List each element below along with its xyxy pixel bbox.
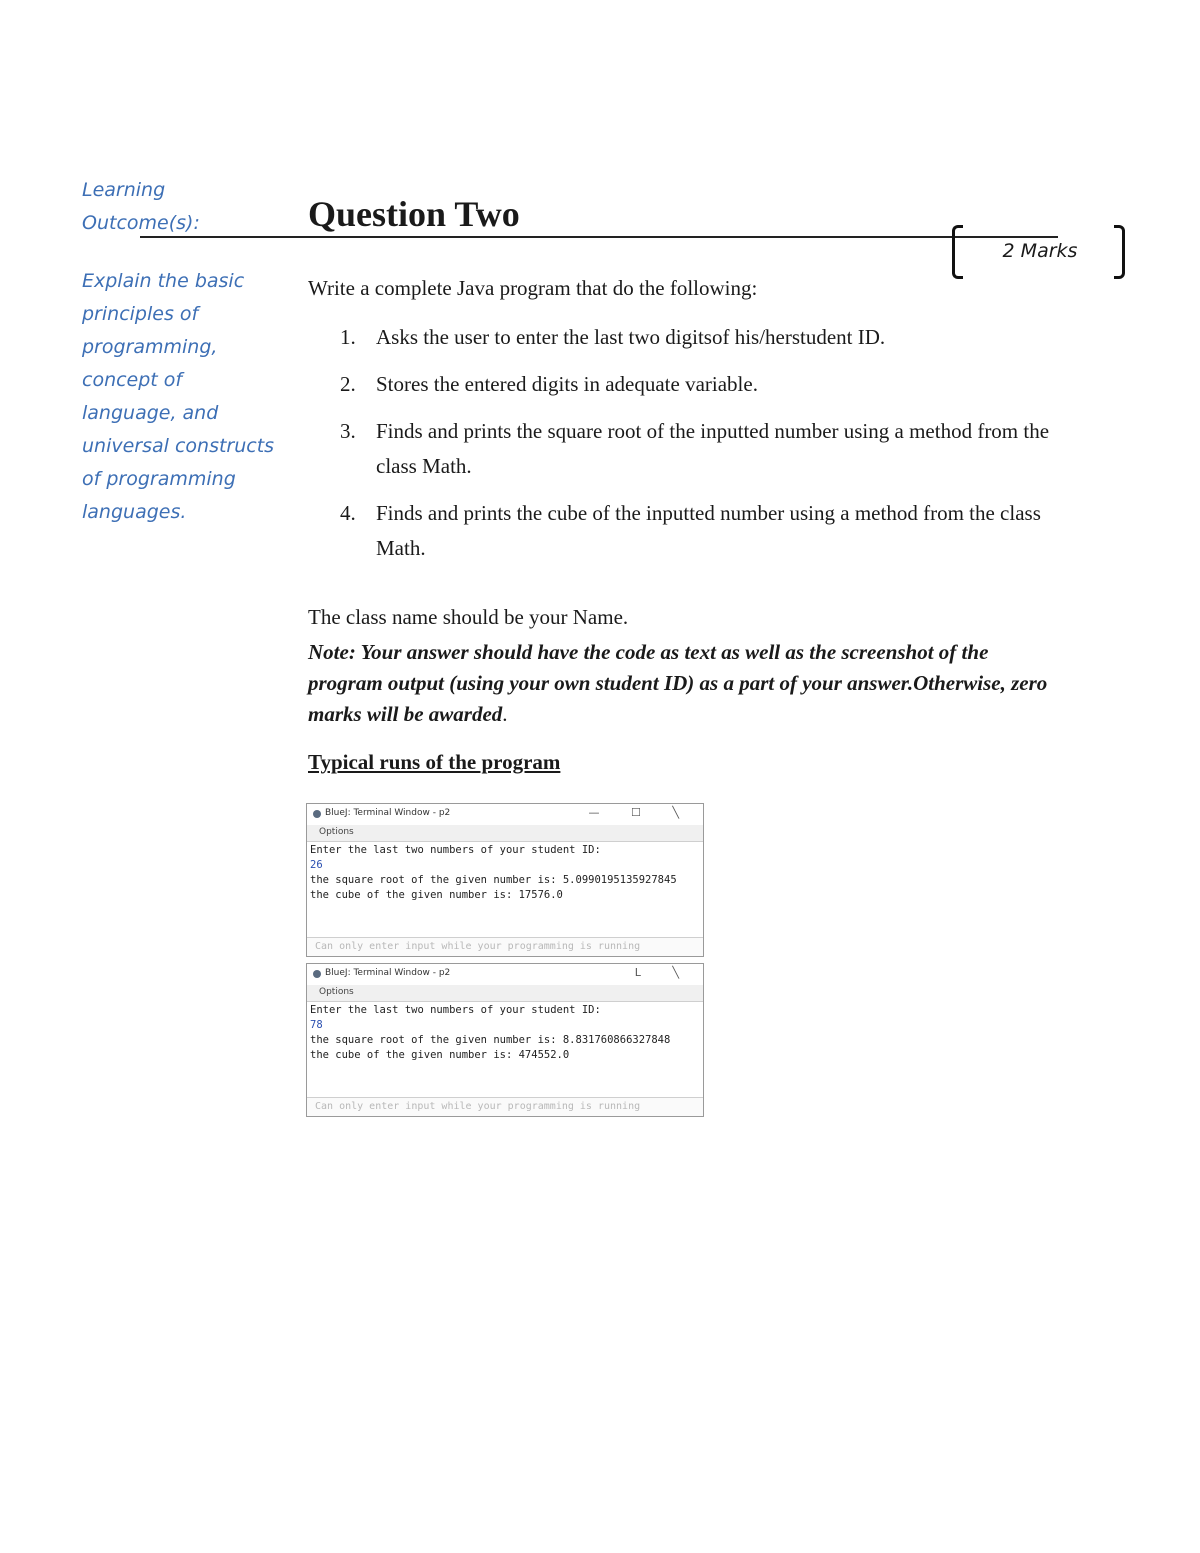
terminal-menu-bar [307,825,703,842]
list-item-number: 2. [340,372,356,396]
terminal-cube-line: the cube of the given number is: 17576.0 [310,889,563,901]
list-item [340,320,1060,355]
marks-bracket-right [1114,225,1125,279]
terminal-input-field [307,937,703,956]
bluej-icon [313,810,321,818]
window-controls: L ╲ [634,966,693,979]
list-item [340,414,1060,484]
list-item-text: Stores the entered digits in adequate variable. [376,372,758,396]
list-item-text: Asks the user to enter the last two digitsof his/herstudent ID. [376,325,886,349]
terminal-prompt: Enter the last two numbers of your student ID: [310,1004,601,1016]
terminal-window-screenshot [306,803,704,957]
list-item [340,367,1060,402]
terminal-sqrt-line: the square root of the given number is: 8.831760866327848 [310,1034,671,1046]
learning-outcome-line: of programming [82,468,236,490]
terminal-input-echo: 26 [310,859,323,871]
list-item-number: 3. [340,419,356,443]
window-controls: — ☐ ╲ [588,806,693,819]
learning-outcome-line: concept of [82,369,183,391]
header-rule [140,236,1058,238]
marks-badge: 2 Marks [1002,240,1078,262]
marks-bracket-left [952,225,963,279]
note-paragraph [308,637,1058,730]
bluej-icon [313,970,321,978]
terminal-title: BlueJ: Terminal Window - p2 [325,968,451,978]
learning-outcome-line: principles of [82,303,199,325]
typical-runs-heading: Typical runs of the program [308,750,561,774]
learning-outcome-heading-line2: Outcome(s): [82,212,200,234]
list-item-text: Finds and prints the square root of the inputted number using a method from the class Math. [376,419,1050,478]
learning-outcome-line: programming, [82,336,218,358]
question-intro: Write a complete Java program that do the following: [308,276,758,300]
learning-outcome-heading [82,174,262,240]
terminal-output [310,1003,670,1063]
terminal-footer-text: Can only enter input while your programming is running [315,941,641,952]
terminal-window-screenshot [306,963,704,1117]
terminal-input-field [307,1097,703,1116]
learning-outcome-line: Explain the basic [82,270,245,292]
terminal-output [310,843,677,903]
terminal-title-bar [307,964,703,984]
terminal-title: BlueJ: Terminal Window - p2 [325,808,451,818]
requirements-list [340,320,1060,578]
list-item-number: 1. [340,325,356,349]
list-item [340,496,1060,566]
options-menu: Options [319,987,354,997]
list-item-number: 4. [340,501,356,525]
terminal-prompt: Enter the last two numbers of your student ID: [310,844,601,856]
learning-outcome-line: universal constructs [82,435,275,457]
terminal-sqrt-line: the square root of the given number is: 5.0990195135927845 [310,874,677,886]
note-text: Note: Your answer should have the code as text as well as the screenshot of the program output (using your own student ID) as a part of your answer.Otherwise, zero marks will be awarded [308,640,1048,726]
question-title: Question Two [308,194,520,234]
terminal-title-bar [307,804,703,824]
learning-outcome-description [82,265,282,529]
learning-outcome-heading-line1: Learning [82,179,166,201]
list-item-text: Finds and prints the cube of the inputted number using a method from the class Math. [376,501,1041,560]
terminal-input-echo: 78 [310,1019,323,1031]
class-name-instruction: The class name should be your Name. [308,605,629,629]
terminal-cube-line: the cube of the given number is: 474552.0 [310,1049,570,1061]
terminal-menu-bar [307,985,703,1002]
learning-outcome-line: language, and [82,402,219,424]
note-end: . [502,702,508,726]
learning-outcome-line: languages. [82,501,187,523]
terminal-footer-text: Can only enter input while your programming is running [315,1101,641,1112]
options-menu: Options [319,827,354,837]
